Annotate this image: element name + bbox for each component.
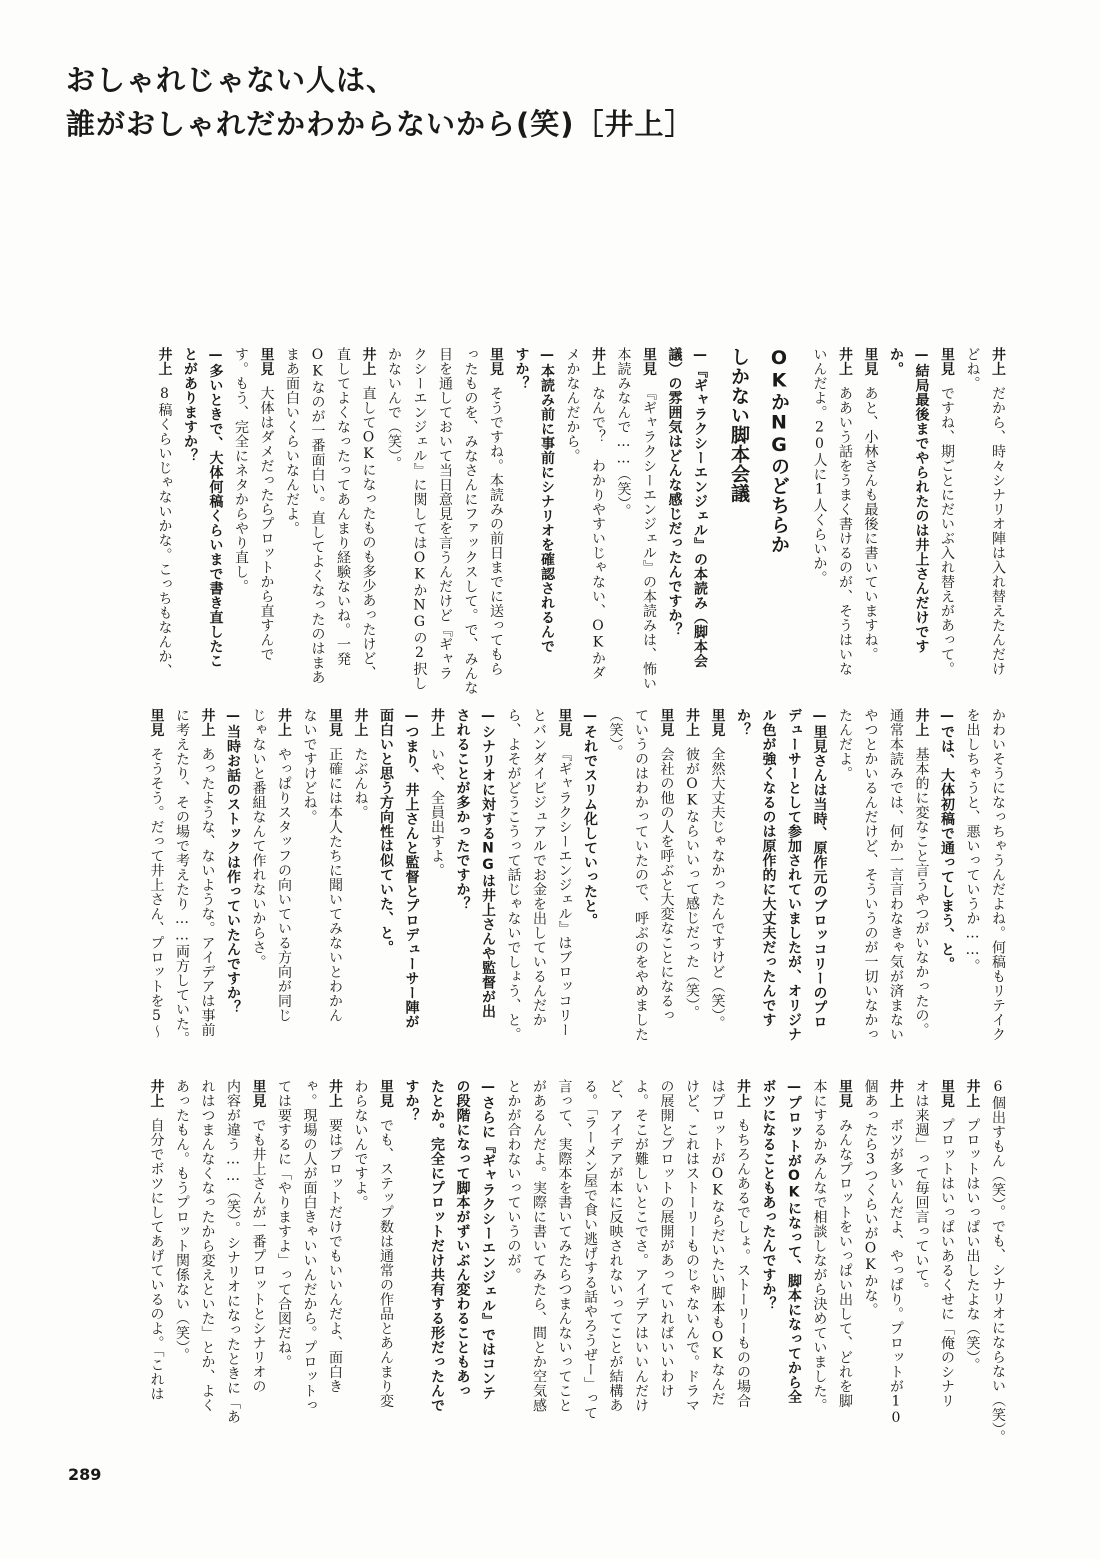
text-line: に考えたり、その場で考えたり……両方していた。: [174, 708, 190, 1046]
speaker-label: 井上: [590, 347, 606, 376]
speaker-label: 里見: [250, 1079, 267, 1108]
text-line: 個あったら3つくらいがOKかな。: [862, 1079, 879, 1317]
text-line: る。「ラーメン屋で食い逃げする話やろうぜー」って: [582, 1079, 598, 1420]
speaker-label: 里見: [939, 1079, 955, 1108]
text-line: かわいそうになっちゃうんだよね。何稿もリテイク: [990, 708, 1006, 1042]
dialogue-line: 井上あったような、ないような。アイデアは事前: [199, 708, 216, 1037]
interviewer-question: —つまり、井上さんと監督とプロデューサー陣が: [403, 708, 420, 1029]
interviewer-question: —里見さんは当時、原作元のブロッコリーのプロ: [811, 708, 828, 1029]
headline-line-1: おしゃれじゃない人は、: [66, 63, 397, 97]
dialogue-line: 井上ああいう話をうまく書けるのが、そうはいな: [837, 347, 853, 676]
text-line: す。もう、完全にネタからやり直し。: [233, 347, 249, 594]
dialogue-line: 井上だから、時々シナリオ陣は入れ替えたんだけ: [990, 347, 1006, 676]
speaker-label: 井上: [429, 708, 445, 737]
text-line: があるんだよ。実際に書いてみたら、間とか空気感: [531, 1079, 547, 1413]
dialogue-line: 里見でも井上さんが一番プロットとシナリオの: [250, 1079, 267, 1394]
interviewer-question: —シナリオに対するNGは井上さんや監督が出: [480, 708, 496, 1019]
text-line: とかが合わないっていうのが。: [505, 1079, 522, 1282]
dialogue-line: 里見でも、ステップ数は通常の作品とあんまり変: [378, 1079, 394, 1408]
text-line: メかなんだから。: [564, 347, 581, 463]
interviewer-question: の段階になって脚本がずいぶん変わることもあっ: [454, 1079, 471, 1398]
speaker-label: 里見: [488, 347, 504, 376]
dialogue-line: 里見『ギャラクシーエンジェル』の本読みは、怖い: [641, 347, 657, 691]
text-line: わらないんですよ。: [352, 1079, 369, 1210]
text-band-2: [70, 708, 1010, 1056]
speaker-label: 里見: [258, 347, 275, 376]
interviewer-question: とがありますか？: [182, 347, 198, 463]
interviewer-question: ボツになることもあったんですか？: [760, 1079, 777, 1311]
dialogue-line: 井上たぶんね。: [352, 708, 369, 820]
interviewer-question: —結局最後までやられたのは井上さんだけです: [913, 347, 930, 654]
speaker-label: 里見: [148, 708, 165, 737]
speaker-label: 里見: [327, 708, 343, 737]
text-line: やつとかいるんだけど、そういうのが一切いなかっ: [862, 708, 879, 1042]
dialogue-line: 里見『ギャラクシーエンジェル』はブロッコリー: [556, 708, 573, 1037]
text-line: ど、アイデアが本に反映されないってことが結構あ: [607, 1079, 624, 1413]
speaker-label: 里見: [709, 708, 726, 737]
speaker-label: 井上: [913, 708, 930, 737]
speaker-label: 井上: [156, 347, 173, 376]
dialogue-line: 井上直してOKになったものも多少あったけど、: [360, 347, 377, 680]
text-line: れはつまんなくなったから変えといた」とか、よく: [199, 1079, 216, 1413]
dialogue-line: 井上要はプロットだけでもいいんだよ、面白き: [327, 1079, 343, 1394]
text-line: ゃ。現場の人が面白きゃいいんだから。プロットっ: [301, 1079, 318, 1413]
dialogue-line: 里見そうそう。だって井上さん、プロットを5〜: [148, 708, 165, 1039]
text-line: まあ面白いくらいなんだよ。: [284, 347, 300, 536]
text-line: 通常本読みでは、何か一言言わなきゃ気が済まない: [888, 708, 904, 1042]
text-line: ては要するに「やりますよ」って合図だね。: [276, 1079, 292, 1369]
headline-line-2: 誰がおしゃれだかわからないから(笑)［井上］: [66, 107, 695, 141]
dialogue-line: 井上自分でボツにしてあげているのよ。「これは: [148, 1079, 165, 1401]
text-line: ら、よそがどうこうって話じゃないでしょう、と。: [505, 708, 522, 1042]
text-line: はプロットがOKならだいたい脚本もOKなんだ: [709, 1079, 726, 1406]
speaker-label: 里見: [658, 708, 675, 737]
dialogue-line: 井上やっぱりスタッフの向いている方向が同じ: [276, 708, 292, 1023]
speaker-label: 井上: [735, 1079, 751, 1108]
speaker-label: 里見: [939, 347, 955, 376]
text-band-1: [70, 347, 1010, 695]
text-line: たんだよ。: [837, 708, 853, 781]
dialogue-line: 井上基本的に変なこと言うやつがいなかったの。: [913, 708, 930, 1037]
interviewer-question: —多いときで、大体何稿くらいまで書き直したこ: [207, 347, 224, 668]
dialogue-line: 里見ですね、期ごとにだいぶ入れ替えがあって。: [939, 347, 955, 676]
interviewer-question: すか？: [403, 1079, 420, 1123]
text-band-3: [70, 1079, 1010, 1451]
text-line: 内容が違う……（笑）。シナリオになったときに「あ: [225, 1079, 241, 1424]
text-line: オは来週」って毎回言っていて。: [913, 1079, 930, 1297]
text-line: いんだよ。20人に1人くらいか。: [811, 347, 828, 585]
speaker-label: 井上: [352, 708, 369, 737]
interviewer-question: デューサーとして参加されていましたが、オリジナ: [786, 708, 802, 1042]
section-heading: OKかNGのどちらか: [768, 347, 790, 554]
speaker-label: 井上: [888, 1079, 904, 1108]
text-line: ったものを、みなさんにファックスして。で、みんな: [462, 347, 479, 695]
interviewer-question: —本読み前に事前にシナリオを確認されるんで: [539, 347, 555, 654]
interviewer-question: —『ギャラクシーエンジェル』の本読み（脚本会: [692, 347, 708, 668]
dialogue-line: 井上8稿くらいじゃないかな。こっちもなんか、: [156, 347, 173, 678]
dialogue-line: 井上なんで？ わかりやすいじゃない、OKかダ: [590, 347, 606, 680]
dialogue-line: 里見あと、小林さんも最後に書いていますね。: [862, 347, 879, 662]
interviewer-question: 面白いと思う方向性は似ていた、と。: [378, 708, 394, 955]
speaker-label: 井上: [990, 347, 1006, 376]
dialogue-line: 井上もちろんあるでしょ。ストーリーものの場合: [735, 1079, 751, 1408]
speaker-label: 井上: [360, 347, 377, 376]
text-line: どね。: [964, 347, 981, 391]
text-line: 直してよくなったってあんまり経験ないね。一発: [335, 347, 351, 666]
dialogue-line: 里見全然大丈夫じゃなかったんですけど（笑）。: [709, 708, 726, 1030]
dialogue-line: 里見そうですね。本読みの前日までに送ってもら: [488, 347, 504, 676]
speaker-label: 井上: [684, 708, 700, 737]
dialogue-line: 井上プロットはいっぱい出したよな（笑）。: [964, 1079, 981, 1372]
text-line: 6個出すもん（笑）。でも、シナリオにならない（笑）。: [990, 1079, 1006, 1444]
text-line: 目を通しておいて当日意見を言うんだけど『ギャラ: [437, 347, 453, 681]
text-line: OKなのが一番面白い。直してよくなったのはまあ: [309, 347, 326, 685]
page-number: 289: [68, 1465, 102, 1484]
speaker-label: 里見: [641, 347, 657, 376]
interviewer-question: —では、大体初稿で通ってしまう、と。: [939, 708, 955, 971]
interviewer-question: たとか。完全にプロットだけ共有する形だったんで: [429, 1079, 445, 1413]
text-line: とバンダイビジュアルでお金を出しているんだか: [531, 708, 547, 1027]
dialogue-line: 里見会社の他の人を呼ぶと大変なことになるっ: [658, 708, 675, 1023]
text-line: 本にするかみんなで相談しながら決めていました。: [811, 1079, 828, 1413]
speaker-label: 井上: [199, 708, 216, 737]
text-line: よ。そこが難しいとこでさ。アイデアはいいんだけ: [633, 1079, 649, 1413]
dialogue-line: 里見大体はダメだったらプロットから直すんで: [258, 347, 275, 662]
interviewer-question: —それでスリム化していったと。: [582, 708, 598, 928]
text-line: を出しちゃうと、悪いっていうか……。: [964, 708, 981, 973]
dialogue-line: 井上彼がOKならいいって感じだった（笑）。: [684, 708, 700, 1020]
speaker-label: 井上: [964, 1079, 981, 1108]
article-headline: [66, 58, 1046, 146]
text-line: （笑）。: [607, 708, 624, 759]
interviewer-question: か。: [888, 347, 904, 376]
text-line: クシーエンジェル』に関してはOKかNGの2択し: [411, 347, 428, 691]
text-line: 本読みなんで……（笑）。: [615, 347, 632, 518]
interviewer-question: —プロットがOKになって、脚本になってから全: [786, 1079, 802, 1404]
speaker-label: 井上: [148, 1079, 165, 1108]
interviewer-question: —さらに『ギャラクシーエンジェル』ではコンテ: [480, 1079, 496, 1400]
text-line: の展開とプロットの展開があっていればいいわけ: [658, 1079, 675, 1398]
section-heading: しかない脚本会議: [728, 347, 750, 503]
dialogue-line: 里見みんなプロットをいっぱい出して、どれを脚: [837, 1079, 853, 1408]
speaker-label: 井上: [276, 708, 292, 737]
text-line: かないんで（笑）。: [386, 347, 402, 471]
text-line: ないですけどね。: [301, 708, 318, 824]
text-line: ていうのはわかっていたので、呼ぶのをやめました: [633, 708, 649, 1042]
text-line: じゃないと番組なんて作れないからさ。: [250, 708, 267, 969]
speaker-label: 里見: [378, 1079, 394, 1108]
dialogue-line: 井上いや、全員出すよ。: [429, 708, 445, 878]
speaker-label: 井上: [327, 1079, 343, 1108]
interviewer-question: されることが多かったですか？: [454, 708, 471, 911]
interviewer-question: か？: [735, 708, 751, 737]
interviewer-question: ル色が強くなるのは原作的に大丈夫だったんです: [760, 708, 777, 1027]
interviewer-question: 議）の雰囲気はどんな感じだったんですか？: [666, 347, 683, 637]
speaker-label: 里見: [837, 1079, 853, 1108]
interviewer-question: すか？: [513, 347, 530, 391]
speaker-label: 井上: [837, 347, 853, 376]
dialogue-line: 里見正確には本人たちに聞いてみないとわかん: [327, 708, 343, 1023]
dialogue-line: 井上ボツが多いんだよ、やっぱり。プロットが10: [888, 1079, 904, 1427]
speaker-label: 里見: [556, 708, 573, 737]
text-line: あったもん。もうプロット関係ない（笑）。: [174, 1079, 190, 1362]
text-line: けど、これはストーリーものじゃないんで。ドラマ: [684, 1079, 700, 1413]
interviewer-question: —当時お話のストックは作っていたんですか？: [225, 708, 241, 1015]
speaker-label: 里見: [862, 347, 879, 376]
dialogue-line: 里見プロットはいっぱいあるくせに「俺のシナリ: [939, 1079, 955, 1408]
text-line: 言って、実際本を書いてみたらつまんないってこと: [556, 1079, 573, 1413]
